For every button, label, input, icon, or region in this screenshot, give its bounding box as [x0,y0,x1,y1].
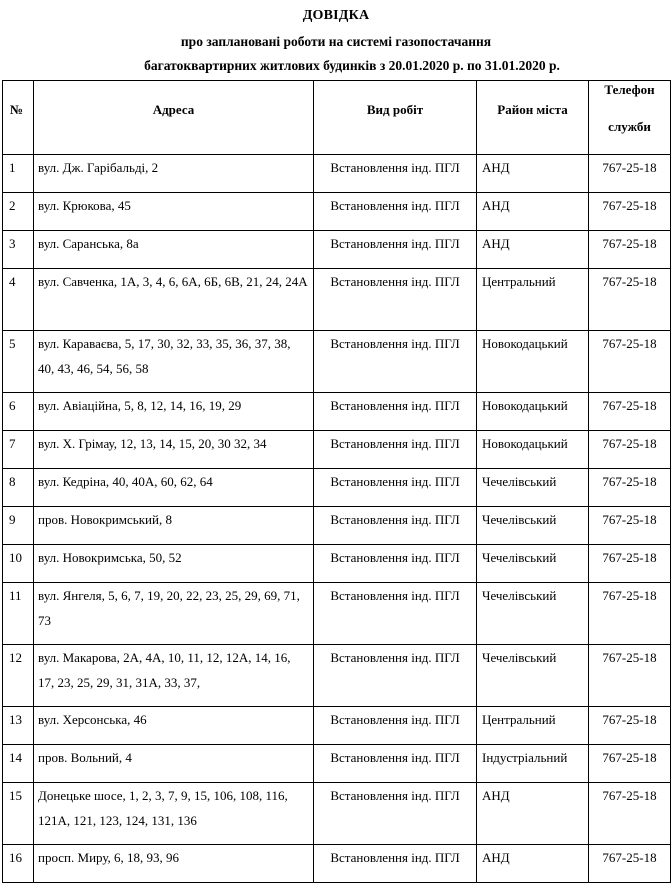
row-district: Індустріальний [477,745,589,783]
table-row [3,155,671,193]
column-header-address: Адреса [34,81,314,155]
row-phone: 767-25-18 [589,783,671,845]
row-district: Чечелівський [477,545,589,583]
row-number: 16 [3,845,34,883]
table-row [3,645,671,707]
document-period: багатоквартирних житлових будинків з 20.01.2020 р. по 31.01.2020 р. [144,58,560,73]
row-address: вул. Авіаційна, 5, 8, 12, 14, 16, 19, 29 [34,393,314,431]
row-district: Новокодацький [477,331,589,393]
row-number: 15 [3,783,34,845]
row-address: вул. Дж. Гарібальді, 2 [34,155,314,193]
row-work-type: Встановлення інд. ПГЛ [314,155,477,193]
column-header-phone-line2: служби [608,119,651,134]
table-row [3,745,671,783]
row-work-type: Встановлення інд. ПГЛ [314,507,477,545]
row-address: вул. Новокримська, 50, 52 [34,545,314,583]
row-number: 8 [3,469,34,507]
row-address: вул. Янгеля, 5, 6, 7, 19, 20, 22, 23, 25, 29, 69, 71, 73 [34,583,314,645]
row-district: Центральний [477,707,589,745]
column-header-district: Район міста [477,81,589,155]
document-title: ДОВІДКА [302,8,370,23]
row-address: вул. Крюкова, 45 [34,193,314,231]
row-phone: 767-25-18 [589,331,671,393]
row-number: 3 [3,231,34,269]
row-phone: 767-25-18 [589,645,671,707]
row-address: вул. Савченка, 1А, 3, 4, 6, 6А, 6Б, 6В, 21, 24, 24А [34,269,314,331]
row-number: 12 [3,645,34,707]
row-number: 14 [3,745,34,783]
row-district: АНД [477,231,589,269]
row-address: вул. Макарова, 2А, 4А, 10, 11, 12, 12А, 14, 16, 17, 23, 25, 29, 31, 31А, 33, 37, [34,645,314,707]
table-row [3,783,671,845]
table-header-row [3,81,671,155]
column-header-work-type: Вид робіт [314,81,477,155]
row-work-type: Встановлення інд. ПГЛ [314,583,477,645]
row-phone: 767-25-18 [589,507,671,545]
row-address: вул. Кедріна, 40, 40А, 60, 62, 64 [34,469,314,507]
row-district: АНД [477,155,589,193]
table-row [3,707,671,745]
table-row [3,231,671,269]
works-table [2,80,671,883]
table-row [3,269,671,331]
row-work-type: Встановлення інд. ПГЛ [314,469,477,507]
row-number: 6 [3,393,34,431]
row-phone: 767-25-18 [589,231,671,269]
row-number: 9 [3,507,34,545]
row-work-type: Встановлення інд. ПГЛ [314,331,477,393]
row-district: Центральний [477,269,589,331]
table-row [3,469,671,507]
column-header-number: № [3,81,34,155]
row-number: 10 [3,545,34,583]
row-address: вул. Караваєва, 5, 17, 30, 32, 33, 35, 36, 37, 38, 40, 43, 46, 54, 56, 58 [34,331,314,393]
row-address: вул. Херсонська, 46 [34,707,314,745]
row-work-type: Встановлення інд. ПГЛ [314,783,477,845]
table-row [3,431,671,469]
row-number: 13 [3,707,34,745]
row-phone: 767-25-18 [589,269,671,331]
table-row [3,331,671,393]
row-work-type: Встановлення інд. ПГЛ [314,745,477,783]
document-subtitle: про заплановані роботи на системі газопостачання [180,34,492,49]
table-row [3,393,671,431]
row-phone: 767-25-18 [589,469,671,507]
row-address: пров. Новокримський, 8 [34,507,314,545]
row-phone: 767-25-18 [589,155,671,193]
row-district: Чечелівський [477,583,589,645]
row-phone: 767-25-18 [589,545,671,583]
row-work-type: Встановлення інд. ПГЛ [314,431,477,469]
row-number: 1 [3,155,34,193]
row-work-type: Встановлення інд. ПГЛ [314,231,477,269]
row-phone: 767-25-18 [589,431,671,469]
row-work-type: Встановлення інд. ПГЛ [314,393,477,431]
row-district: Чечелівський [477,645,589,707]
table-row [3,545,671,583]
row-district: Чечелівський [477,469,589,507]
row-address: Донецьке шосе, 1, 2, 3, 7, 9, 15, 106, 108, 116, 121А, 121, 123, 124, 131, 136 [34,783,314,845]
column-header-phone [589,81,671,155]
table-row [3,583,671,645]
row-district: АНД [477,193,589,231]
column-header-phone-line1: Телефон [604,82,655,97]
row-address: вул. Х. Грімау, 12, 13, 14, 15, 20, 30 32, 34 [34,431,314,469]
row-district: Чечелівський [477,507,589,545]
row-work-type: Встановлення інд. ПГЛ [314,845,477,883]
row-phone: 767-25-18 [589,583,671,645]
row-number: 4 [3,269,34,331]
row-address: пров. Вольний, 4 [34,745,314,783]
row-address: просп. Миру, 6, 18, 93, 96 [34,845,314,883]
row-phone: 767-25-18 [589,393,671,431]
row-district: Новокодацький [477,431,589,469]
row-work-type: Встановлення інд. ПГЛ [314,707,477,745]
row-number: 2 [3,193,34,231]
table-row [3,507,671,545]
row-number: 7 [3,431,34,469]
row-address: вул. Саранська, 8а [34,231,314,269]
row-phone: 767-25-18 [589,707,671,745]
row-number: 5 [3,331,34,393]
row-work-type: Встановлення інд. ПГЛ [314,193,477,231]
row-district: Новокодацький [477,393,589,431]
row-phone: 767-25-18 [589,745,671,783]
table-row [3,193,671,231]
row-phone: 767-25-18 [589,193,671,231]
row-district: АНД [477,783,589,845]
row-work-type: Встановлення інд. ПГЛ [314,645,477,707]
row-district: АНД [477,845,589,883]
row-work-type: Встановлення інд. ПГЛ [314,545,477,583]
table-row [3,845,671,883]
row-number: 11 [3,583,34,645]
row-work-type: Встановлення інд. ПГЛ [314,269,477,331]
row-phone: 767-25-18 [589,845,671,883]
